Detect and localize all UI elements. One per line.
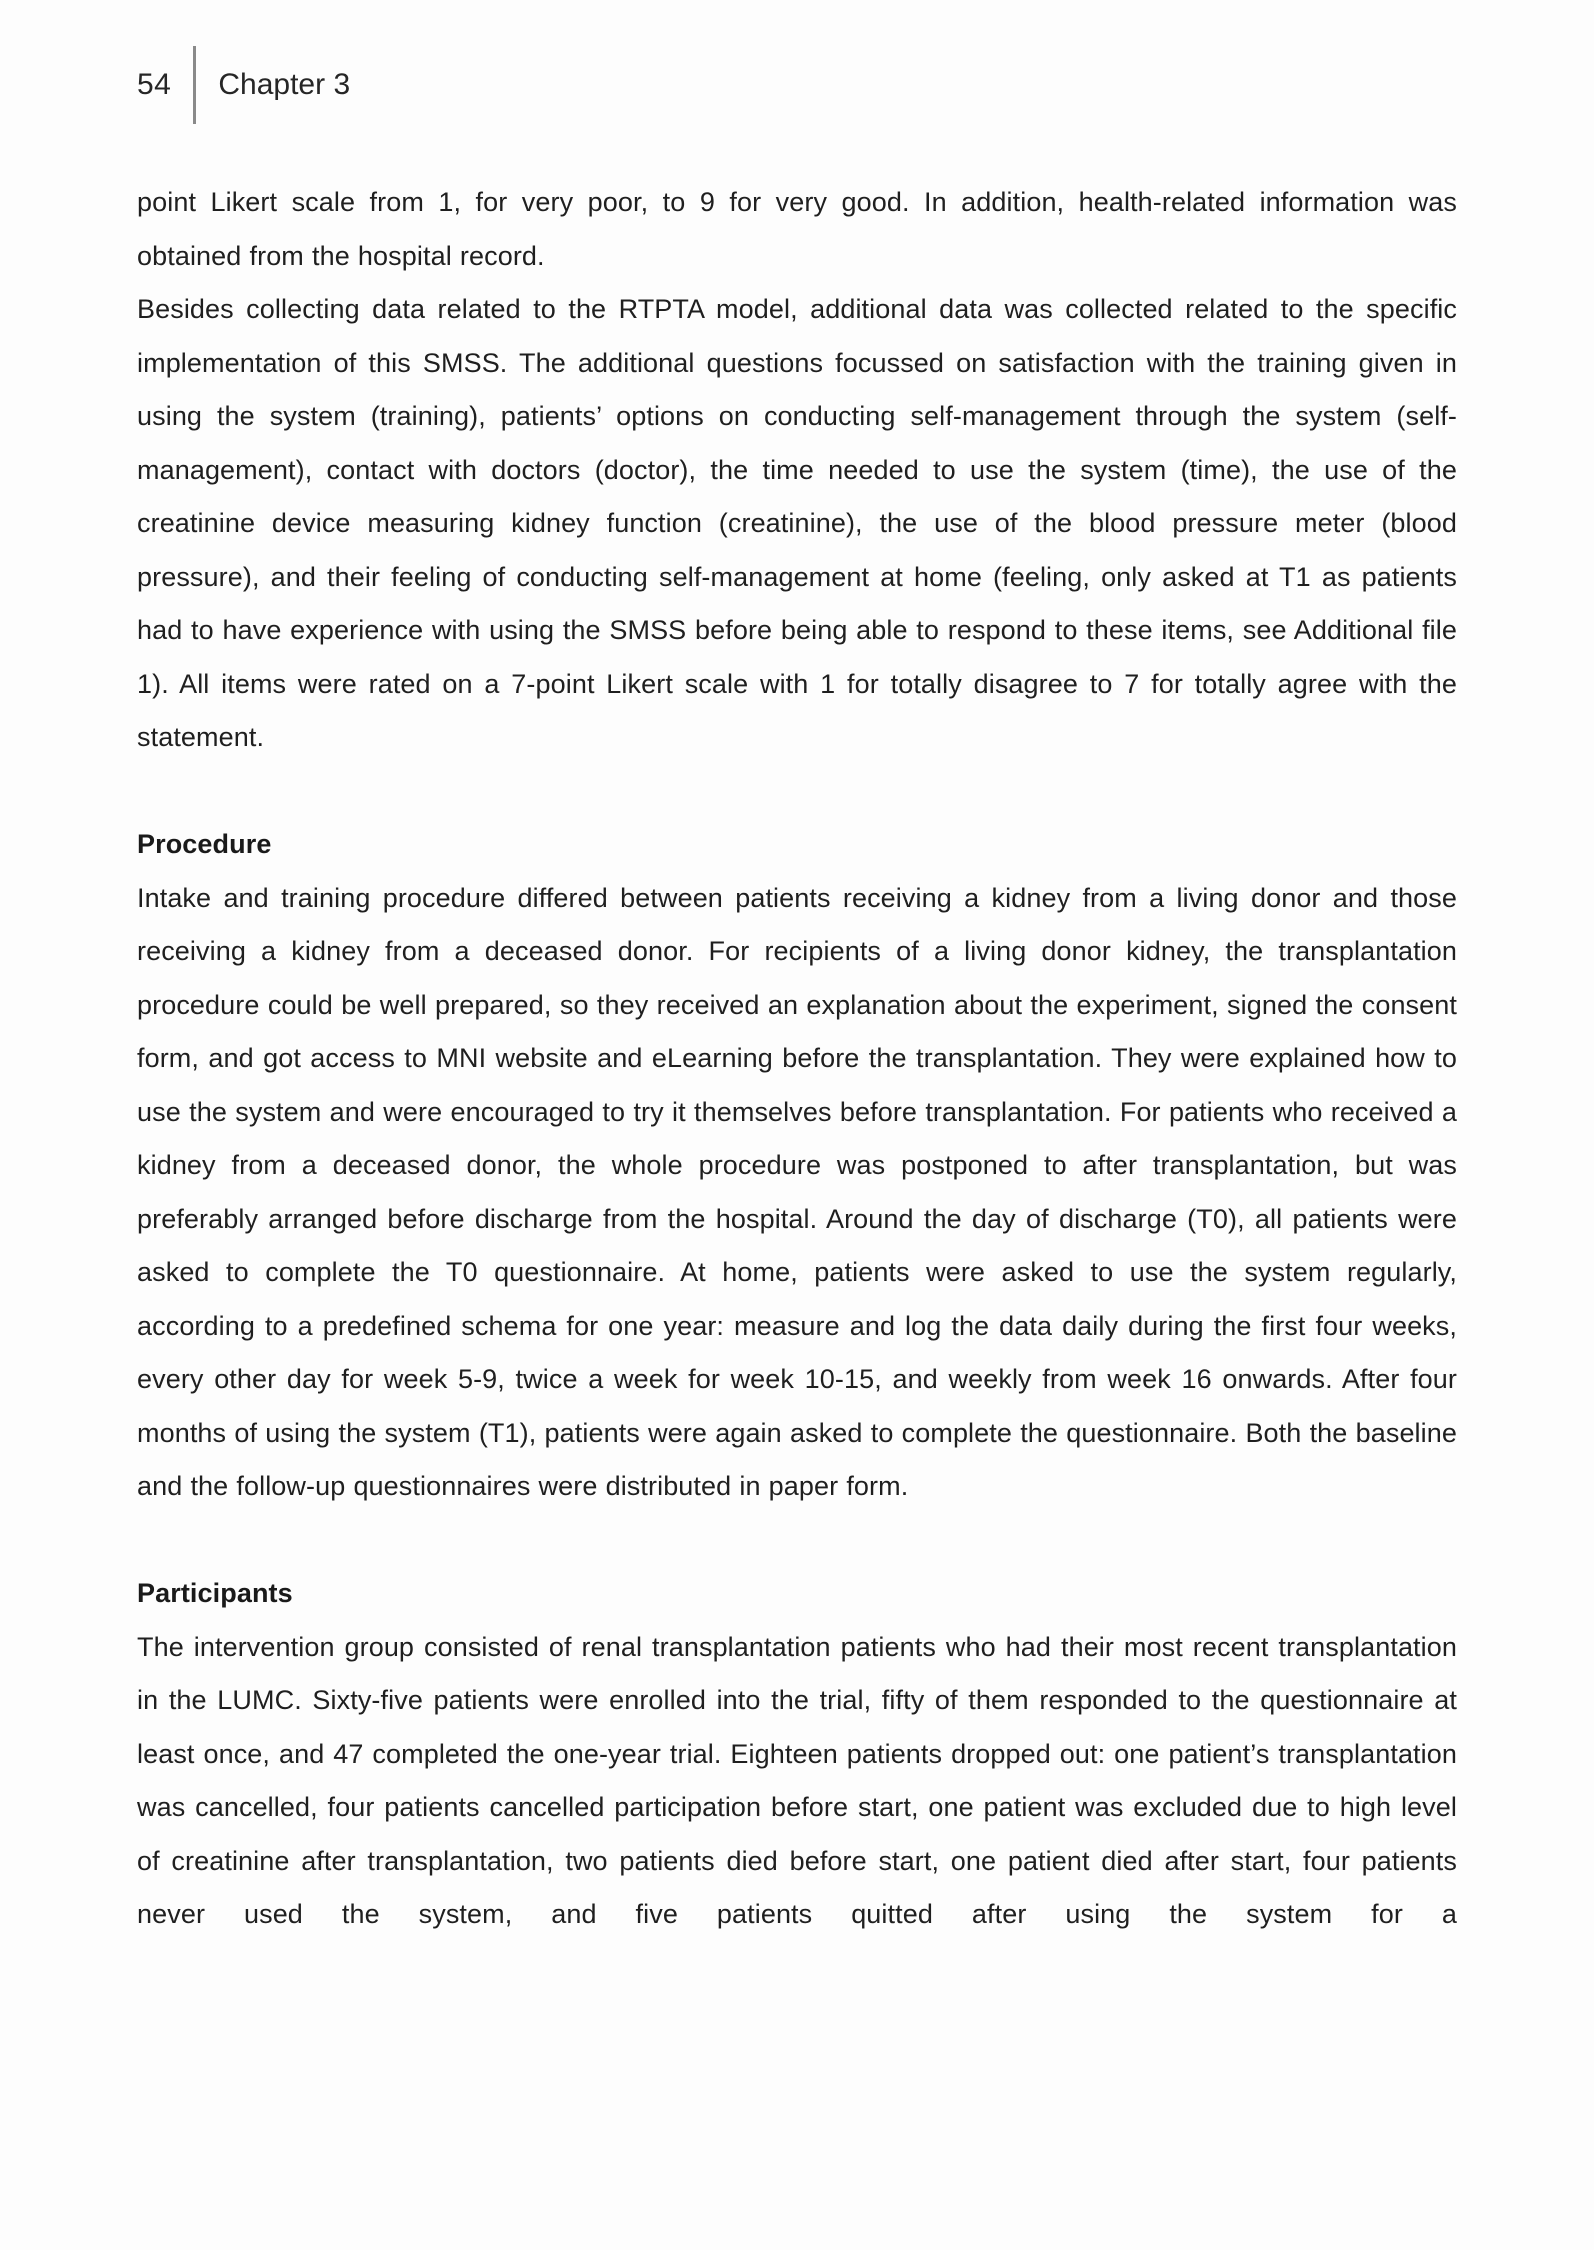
chapter-title: Chapter 3: [218, 68, 351, 101]
header-divider: [193, 46, 196, 124]
section-heading-procedure: Procedure: [137, 829, 272, 859]
paragraph-intro-continuation: point Likert scale from 1, for very poor, to 9 for very good. In addition, health-related information was obtained from the hospital record.: [137, 187, 1457, 271]
page-header: [0, 0, 1594, 124]
section-heading-participants: Participants: [137, 1578, 293, 1608]
paragraph-additional-data: Besides collecting data related to the RTPTA model, additional data was collected related to the specific implementation of this SMSS. The additional questions focussed on satisfaction with the training given in using the system (training), patients’ options on conducting self-management through the system (self-management), contact with doctors (doctor), the time needed to use the system (time), the use of the creatinine device measuring kidney function (creatinine), the use of the blood pressure meter (blood pressure), and their feeling of conducting self-management at home (feeling, only asked at T1 as patients had to have experience with using the SMSS before being able to respond to these items, see Additional file 1). All items were rated on a 7-point Likert scale with 1 for totally disagree to 7 for totally agree with the statement.: [137, 294, 1457, 752]
paragraph-participants: The intervention group consisted of renal transplantation patients who had their most recent transplantation in the LUMC. Sixty-five patients were enrolled into the trial, fifty of them responded to the questionnaire at least once, and 47 completed the one-year trial. Eighteen patients dropped out: one patient’s transplantation was cancelled, four patients cancelled participation before start, one patient was excluded due to high level of creatinine after transplantation, two patients died before start, one patient died after start, four patients never used the system, and five patients quitted after using the system for a: [137, 1631, 1457, 1929]
page-number: 54: [137, 68, 172, 101]
paragraph-procedure: Intake and training procedure differed between patients receiving a kidney from a living donor and those receiving a kidney from a deceased donor. For recipients of a living donor kidney, the transplantation procedure could be well prepared, so they received an explanation about the experiment, signed the consent form, and got access to MNI website and eLearning before the transplantation. They were explained how to use the system and were encouraged to try it themselves before transplantation. For patients who received a kidney from a deceased donor, the whole procedure was postponed to after transplantation, but was preferably arranged before discharge from the hospital. Around the day of discharge (T0), all patients were asked to complete the T0 questionnaire. At home, patients were asked to use the system regularly, according to a predefined schema for one year: measure and log the data daily during the first four weeks, every other day for week 5-9, twice a week for week 10-15, and weekly from week 16 onwards. After four months of using the system (T1), patients were again asked to complete the questionnaire. Both the baseline and the follow-up questionnaires were distributed in paper form.: [137, 882, 1457, 1501]
page-body: [0, 124, 1594, 1942]
